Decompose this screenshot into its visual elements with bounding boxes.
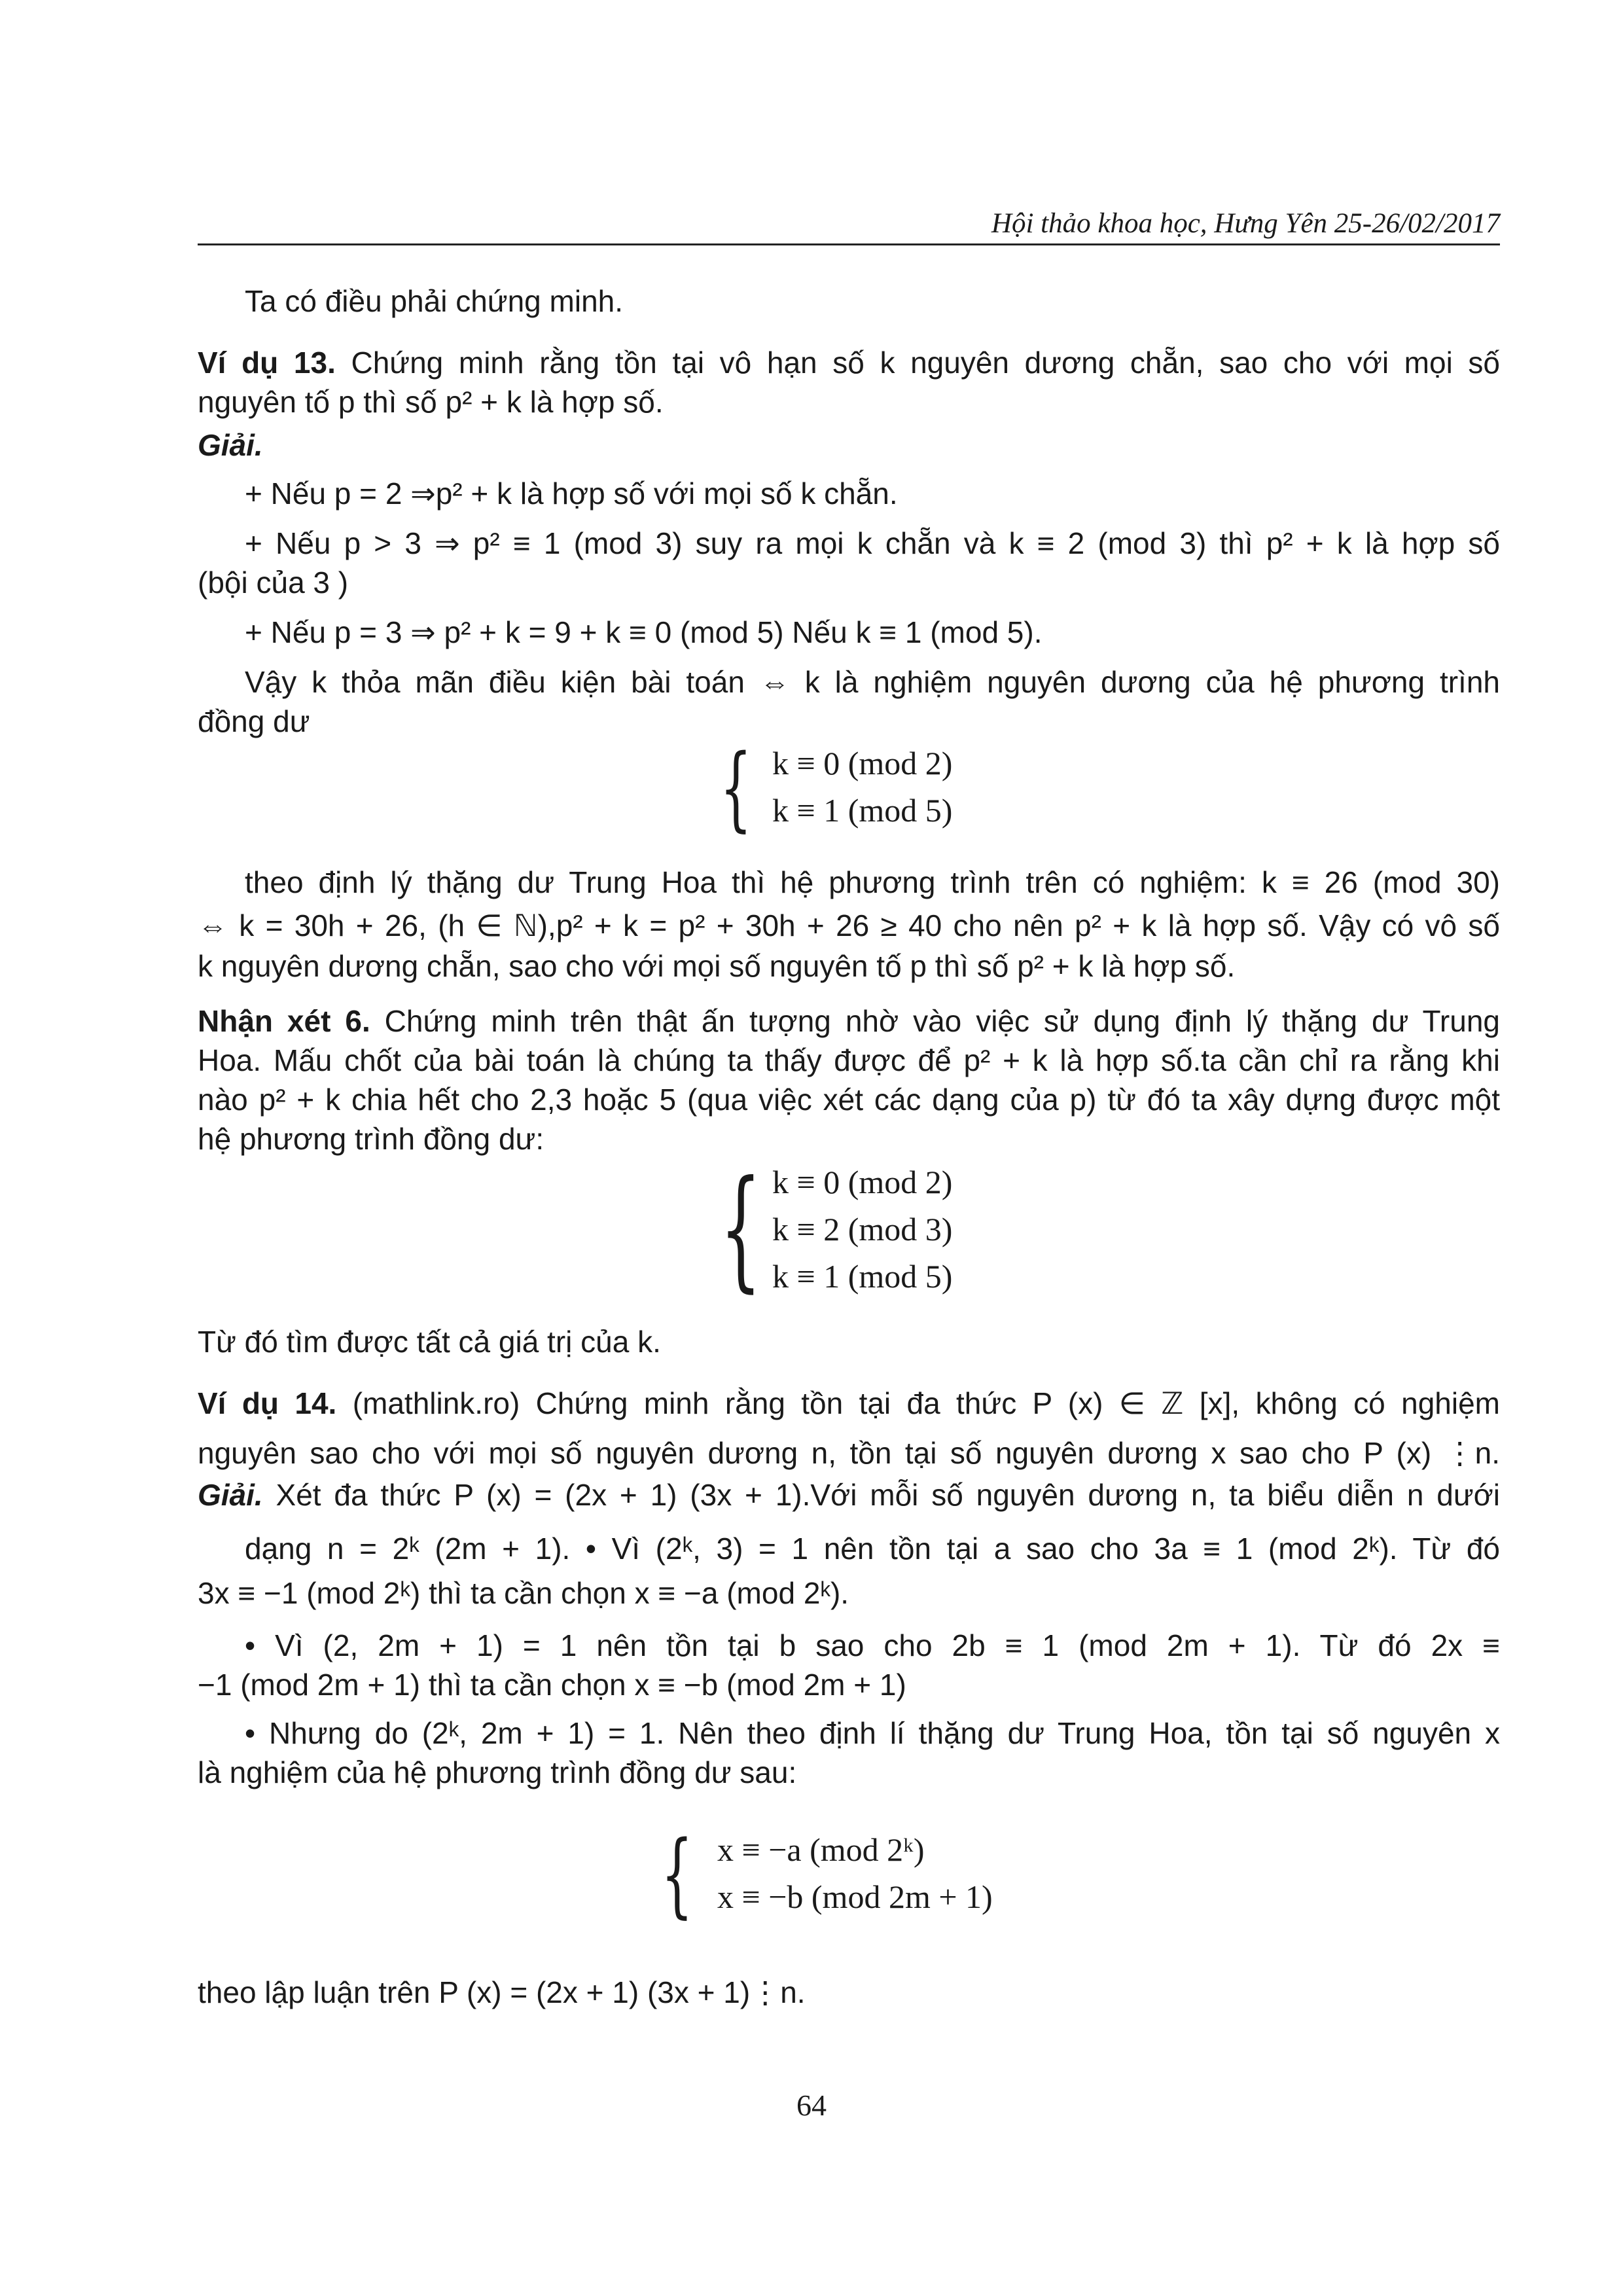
- example-14-label: Ví dụ 14.: [198, 1386, 337, 1420]
- text-line: k nguyên dương chẵn, sao cho với mọi số nguyên tố p thì số p² + k là hợp số.: [198, 949, 1236, 983]
- header-title: Hội thảo khoa học, Hưng Yên 25-26/02/2017: [991, 208, 1500, 239]
- solution-label: Giải.: [198, 1478, 263, 1512]
- example-14-line-1: [198, 1384, 1500, 1423]
- text-line: là nghiệm của hệ phương trình đồng dư sau:: [198, 1755, 797, 1789]
- example-13-label: Ví dụ 13.: [198, 346, 336, 380]
- left-brace: {: [720, 1153, 762, 1305]
- text-line: + Nếu p > 3 ⇒ p² ≡ 1 (mod 3) suy ra mọi k chẵn và k ≡ 2 (mod 3) thì p² + k là hợp số: [245, 526, 1500, 560]
- equation: k ≡ 0 (mod 2): [772, 745, 953, 781]
- text-line: Vậy k thỏa mãn điều kiện bài toán ⇔ k là nghiệm nguyên dương của hệ phương trình: [245, 665, 1500, 699]
- congruence-system: [720, 1153, 1047, 1305]
- text-line: Chứng minh rằng tồn tại vô hạn số k nguyên dương chẵn, sao cho với mọi số: [351, 346, 1500, 380]
- text-line: Chứng minh trên thật ấn tượng nhờ vào việc sử dụng định lý thặng dư Trung: [384, 1004, 1500, 1038]
- remark-6-label: Nhận xét 6.: [198, 1004, 370, 1038]
- equation: k ≡ 1 (mod 5): [772, 792, 953, 829]
- running-header: [198, 204, 1500, 245]
- text-line: theo lập luận trên P (x) = (2x + 1) (3x + 1)⋮n.: [198, 1975, 806, 2009]
- solution-label: Giải.: [198, 428, 263, 462]
- text-line: ⇔ k = 30h + 26, (h ∈ ℕ),p² + k = p² + 30h + 26 ≥ 40 cho nên p² + k là hợp số. Vậy có vô số: [198, 908, 1500, 942]
- text-line: đồng dư: [198, 704, 310, 738]
- text-line: nào p² + k chia hết cho 2,3 hoặc 5 (qua việc xét các dạng của p) từ đó ta xây dựng được một: [198, 1083, 1500, 1117]
- text-line: Hoa. Mấu chốt của bài toán là chúng ta thấy được để p² + k là hợp số.ta cần chỉ ra rằng khi: [198, 1043, 1500, 1077]
- equation: k ≡ 1 (mod 5): [772, 1258, 953, 1295]
- text-line: −1 (mod 2m + 1) thì ta cần chọn x ≡ −b (mod 2m + 1): [198, 1668, 906, 1702]
- text-line: • Vì (2, 2m + 1) = 1 nên tồn tại b sao cho 2b ≡ 1 (mod 2m + 1). Từ đó 2x ≡: [245, 1628, 1500, 1662]
- solution-2-line-1: [198, 1475, 1500, 1515]
- text-line: Xét đa thức P (x) = (2x + 1) (3x + 1).Với mỗi số nguyên dương n, ta biểu diễn n dưới: [276, 1478, 1501, 1512]
- left-brace: {: [720, 735, 752, 842]
- text-line: (mathlink.ro) Chứng minh rằng tồn tại đa thức P (x) ∈ ℤ [x], không có nghiệm: [352, 1386, 1500, 1420]
- text-line: • Nhưng do (2ᵏ, 2m + 1) = 1. Nên theo định lí thặng dư Trung Hoa, tồn tại số nguyên x: [245, 1716, 1500, 1750]
- equation: k ≡ 2 (mod 3): [772, 1211, 953, 1247]
- equation: k ≡ 0 (mod 2): [772, 1164, 953, 1200]
- page-number: 64: [796, 2089, 827, 2122]
- text-line: nguyên tố p thì số p² + k là hợp số.: [198, 385, 664, 419]
- example-13-line-1: [198, 343, 1500, 382]
- text-line: Từ đó tìm được tất cả giá trị của k.: [198, 1325, 661, 1359]
- congruence-system: [661, 1821, 1119, 1928]
- congruence-system: [720, 735, 1047, 842]
- text-line: hệ phương trình đồng dư:: [198, 1122, 544, 1156]
- remark-6-line-1: [198, 1001, 1500, 1041]
- text-line: + Nếu p = 2 ⇒p² + k là hợp số với mọi số k chẵn.: [245, 476, 898, 511]
- text-line: dạng n = 2ᵏ (2m + 1). • Vì (2ᵏ, 3) = 1 nên tồn tại a sao cho 3a ≡ 1 (mod 2ᵏ). Từ đó: [245, 1532, 1500, 1566]
- equation: x ≡ −b (mod 2m + 1): [717, 1878, 993, 1915]
- text-line: theo định lý thặng dư Trung Hoa thì hệ phương trình trên có nghiệm: k ≡ 26 (mod 30): [245, 865, 1500, 899]
- text-line: 3x ≡ −1 (mod 2ᵏ) thì ta cần chọn x ≡ −a (mod 2ᵏ).: [198, 1576, 849, 1610]
- text-line: nguyên sao cho với mọi số nguyên dương n, tồn tại số nguyên dương x sao cho P (x) ⋮n.: [198, 1436, 1500, 1470]
- text-line: (bội của 3 ): [198, 565, 349, 600]
- text-line: Ta có điều phải chứng minh.: [245, 284, 624, 318]
- equation: x ≡ −a (mod 2ᵏ): [717, 1831, 925, 1868]
- left-brace: {: [661, 1821, 693, 1928]
- text-line: + Nếu p = 3 ⇒ p² + k = 9 + k ≡ 0 (mod 5) Nếu k ≡ 1 (mod 5).: [245, 615, 1043, 649]
